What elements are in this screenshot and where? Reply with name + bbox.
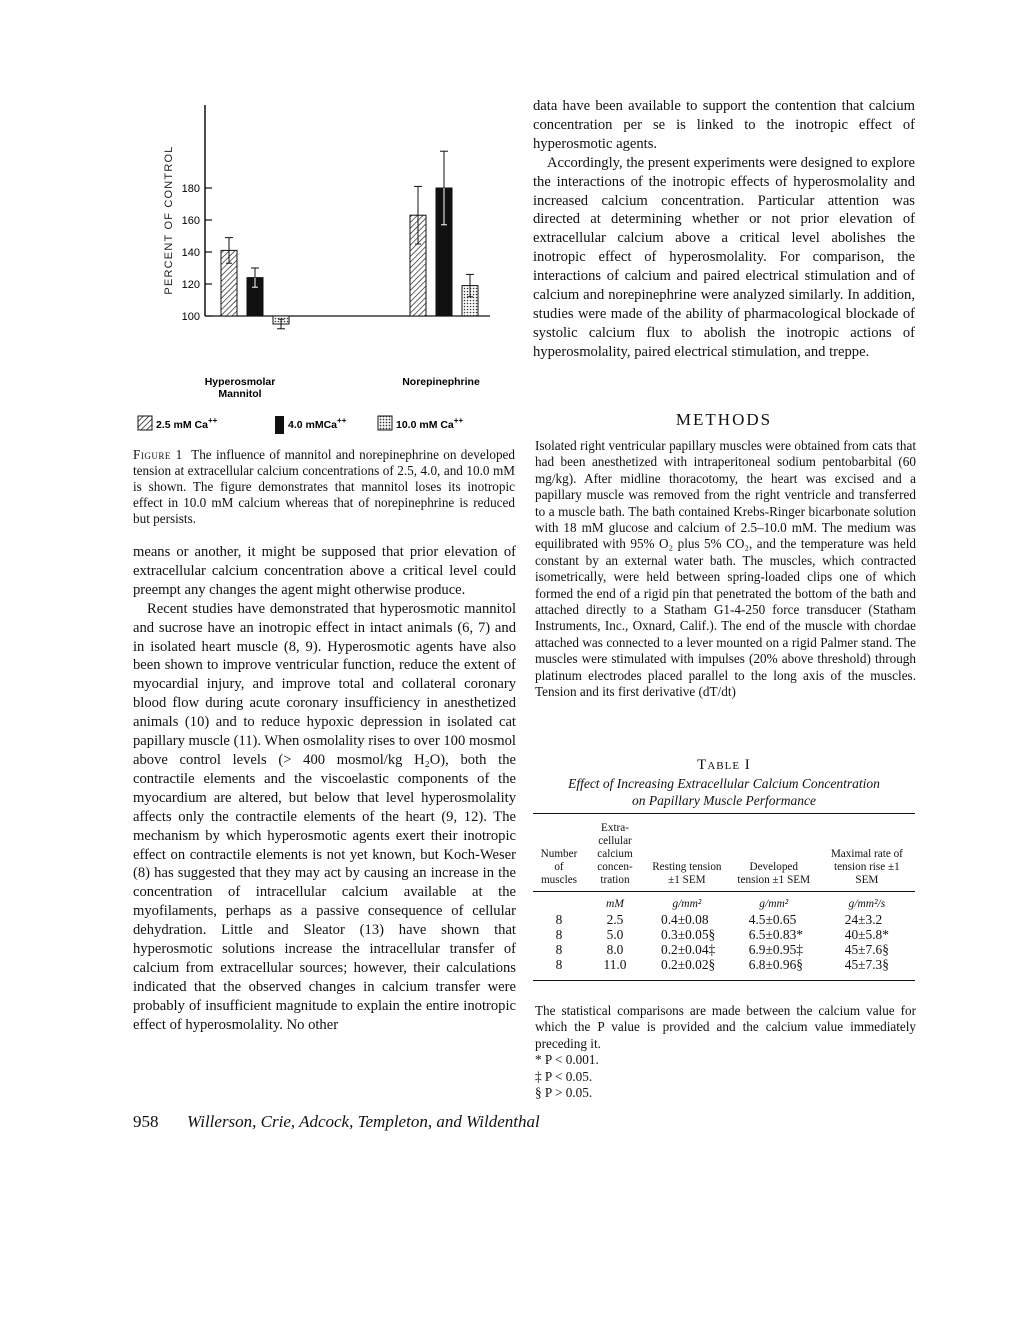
unit-cell: g/mm² <box>672 898 702 910</box>
legend-swatch-2-5 <box>138 416 152 430</box>
table-container <box>533 813 915 981</box>
table-cell: 45±7.3§ <box>844 957 889 972</box>
table-cell: 8 <box>555 942 563 957</box>
table-row <box>533 942 915 957</box>
legend-swatch-10-0 <box>378 416 392 430</box>
unit-cell: g/mm² <box>759 898 789 910</box>
legend-swatch-4-0 <box>275 416 284 434</box>
table-note: The statistical comparisons are made between the calcium value for which the P value is provided and the calcium value immediately preceding it. <box>535 1003 916 1051</box>
table-footnote-3: § P > 0.05. <box>535 1085 593 1101</box>
th-developed: Developed tension ±1 SEM <box>737 861 811 886</box>
table-cell: 5.0 <box>606 927 624 942</box>
table-row <box>533 957 915 972</box>
group-label-mannitol-2: Mannitol <box>218 388 262 400</box>
figure-caption-text: The influence of mannitol and norepinephrine on developed tension at extracellular calcium concentrations of 2.5, 4.0, and 10.0 mM is shown. The figure demonstrates that mannitol loses its inotropic effect in 10.0 mM calcium whereas that of norepinephrine is reduced but persists. <box>133 447 515 526</box>
table-cell: 6.5±0.83* <box>748 927 803 942</box>
table-subtitle-line-1: Effect of Increasing Extracellular Calcium Concentration <box>568 776 880 791</box>
table-cell: 45±7.6§ <box>844 942 889 957</box>
unit-cell: g/mm²/s <box>848 898 886 910</box>
figure-legend <box>130 412 510 438</box>
right-paragraph-1: data have been available to support the contention that calcium concentration per se is linked to the inotropic effect of hyperosmotic agents. <box>533 98 915 152</box>
group-label-mannitol-1: Hyperosmolar <box>204 376 276 388</box>
legend-label-4-0: 4.0 mMCa++ <box>288 416 347 431</box>
left-paragraph-1: means or another, it might be supposed that prior elevation of extracellular calcium concentration above a critical level could preempt any changes the agent might otherwise produce. <box>133 544 516 598</box>
th-calcium: Extra-cellular calcium concen-tration <box>597 822 633 886</box>
calcium-table <box>533 822 915 972</box>
left-paragraph-2: Recent studies have demonstrated that hyperosmotic mannitol and sucrose have an inotropic effect in intact animals (6, 7) and in isolated heart muscle (8, 9). Hyperosmotic agents have also been shown to improve ventricular function, reduce the extent of myocardial injury, and improve total and collateral coronary blood flow during acute coronary insufficiency in anesthetized animals (10) and to reduce hypoxic depression in isolated cat papillary muscle (11). When osmolality rises to over 100 mosmol above control levels (> 400 mosmol/kg H₂O), both the contractile elements and the viscoelastic components of the myocardium are altered, but below that level hyperosmolality affects only the contractile elements of the heart (9, 12). The mechanism by which hyperosmotic agents exert their inotropic effect on contractile elements is not yet known, but Koch-Weser (8) has suggested that they may act by causing an increase in the concentration of intracellular calcium available at the myofilaments, perhaps as a passive consequence of cellular dehydration. Little and Sleator (13) have shown that hyperosmotic solutions increase the intracellular transfer of calcium from extracellular sources; however, their calculations indicated that the observed changes in calcium transfer were probably of insufficient magnitude to explain the entire inotropic effect of hyperosmolality. No other <box>133 600 516 1033</box>
table-cell: 8 <box>555 957 563 972</box>
table-footnote-2: ‡ P < 0.05. <box>535 1068 593 1084</box>
table-cell: 6.9±0.95‡ <box>748 942 803 957</box>
y-tick-label: 120 <box>181 279 200 291</box>
table-cell: 4.5±0.65 <box>748 912 797 927</box>
table-header-row <box>533 822 915 891</box>
right-column <box>533 97 915 362</box>
table-subtitle <box>533 775 915 809</box>
table-cell: 0.4±0.08 <box>661 912 709 927</box>
table-row <box>533 912 915 927</box>
table-cell: 8 <box>555 927 563 942</box>
table-cell: 40±5.8* <box>844 927 889 942</box>
table-footnote-1: * P < 0.001. <box>535 1052 599 1068</box>
th-number: Number of muscles <box>540 848 578 886</box>
table-cell: 0.3±0.05§ <box>661 927 716 942</box>
table-cell: 8 <box>555 912 563 927</box>
th-resting: Resting tension ±1 SEM <box>652 861 722 886</box>
right-paragraph-2: Accordingly, the present experiments were designed to explore the interactions of the inotropic effects of hyperosmolality and increased calcium concentration. Particular attention was directed at determining whether or not prior elevation of extracellular calcium above a critical level abolishes the inotropic effect of hyperosmolality. For comparison, the interactions of calcium and paired electrical stimulation and of calcium and norepinephrine were analyzed similarly. In addition, studies were made of the ability of pharmacological blockade of systolic calcium flux to abolish the inotropic actions of hyperosmolality, paired electrical stimulation, and treppe. <box>533 154 915 360</box>
y-axis-label: PERCENT OF CONTROL <box>163 145 175 295</box>
table-cell: 0.2±0.02§ <box>661 957 716 972</box>
table-cell: 24±3.2 <box>844 912 883 927</box>
legend-label-10-0: 10.0 mM Ca++ <box>396 416 464 431</box>
methods-heading: METHODS <box>675 410 773 429</box>
figure-caption <box>133 447 515 527</box>
table-cell: 8.0 <box>606 942 624 957</box>
figure-caption-label: Figure 1 <box>133 447 183 462</box>
methods-text: Isolated right ventricular papillary muscles were obtained from cats that had been anesthetized with intraperitoneal sodium pentobarbital (60 mg/kg). After midline thoracotomy, the heart was excised and a papillary muscle was removed from the right ventricle and transferred to a muscle bath. The bath contained Krebs-Ringer bicarbonate solution with 18 mM glucose and calcium of 2.5–10.0 mM. The medium was equilibrated with 95% O₂ plus 5% CO₂, and the temperature was held constant by an external water bath. The muscles, which contracted isometrically, were held between spring-loaded clips one of which formed the end of a rigid pin that penetrated the bottom of the bath and attached directly to a Statham G1-4-250 force transducer (Statham Instruments, Inc., Oxnard, Calif.). The end of the muscle with chordae attached was connected to a lever mounted on a rigid Palmer stand. The muscles were stimulated with impulses (20% above threshold) through platinum electrodes placed parallel to the long axis of the muscles. Tension and its first derivative (dT/dt) <box>535 438 916 700</box>
page-number: 958 <box>133 1112 159 1131</box>
table-notes <box>535 1003 916 1101</box>
table-cell: 6.8±0.96§ <box>748 957 803 972</box>
table-units-row <box>533 892 915 913</box>
y-tick-label: 140 <box>181 247 200 259</box>
unit-cell: mM <box>606 898 624 910</box>
table-cell: 11.0 <box>603 957 627 972</box>
left-column <box>133 543 516 1035</box>
th-maximal: Maximal rate of tension rise ±1 SEM <box>830 848 903 886</box>
table-title: Table I <box>697 757 751 773</box>
page-footer <box>133 1112 733 1132</box>
table-cell: 2.5 <box>606 912 624 927</box>
figure-1-chart <box>130 95 510 415</box>
table-cell: 0.2±0.04‡ <box>661 942 716 957</box>
y-tick-label: 100 <box>181 311 200 323</box>
legend-label-2-5: 2.5 mM Ca++ <box>156 416 218 431</box>
y-tick-label: 180 <box>181 183 200 195</box>
footer-authors: Willerson, Crie, Adcock, Templeton, and Wildenthal <box>187 1112 540 1131</box>
table-row <box>533 927 915 942</box>
group-label-norepinephrine: Norepinephrine <box>402 376 480 388</box>
table-subtitle-line-2: on Papillary Muscle Performance <box>631 793 817 808</box>
unit-cell <box>533 892 585 913</box>
y-tick-label: 160 <box>181 215 200 227</box>
